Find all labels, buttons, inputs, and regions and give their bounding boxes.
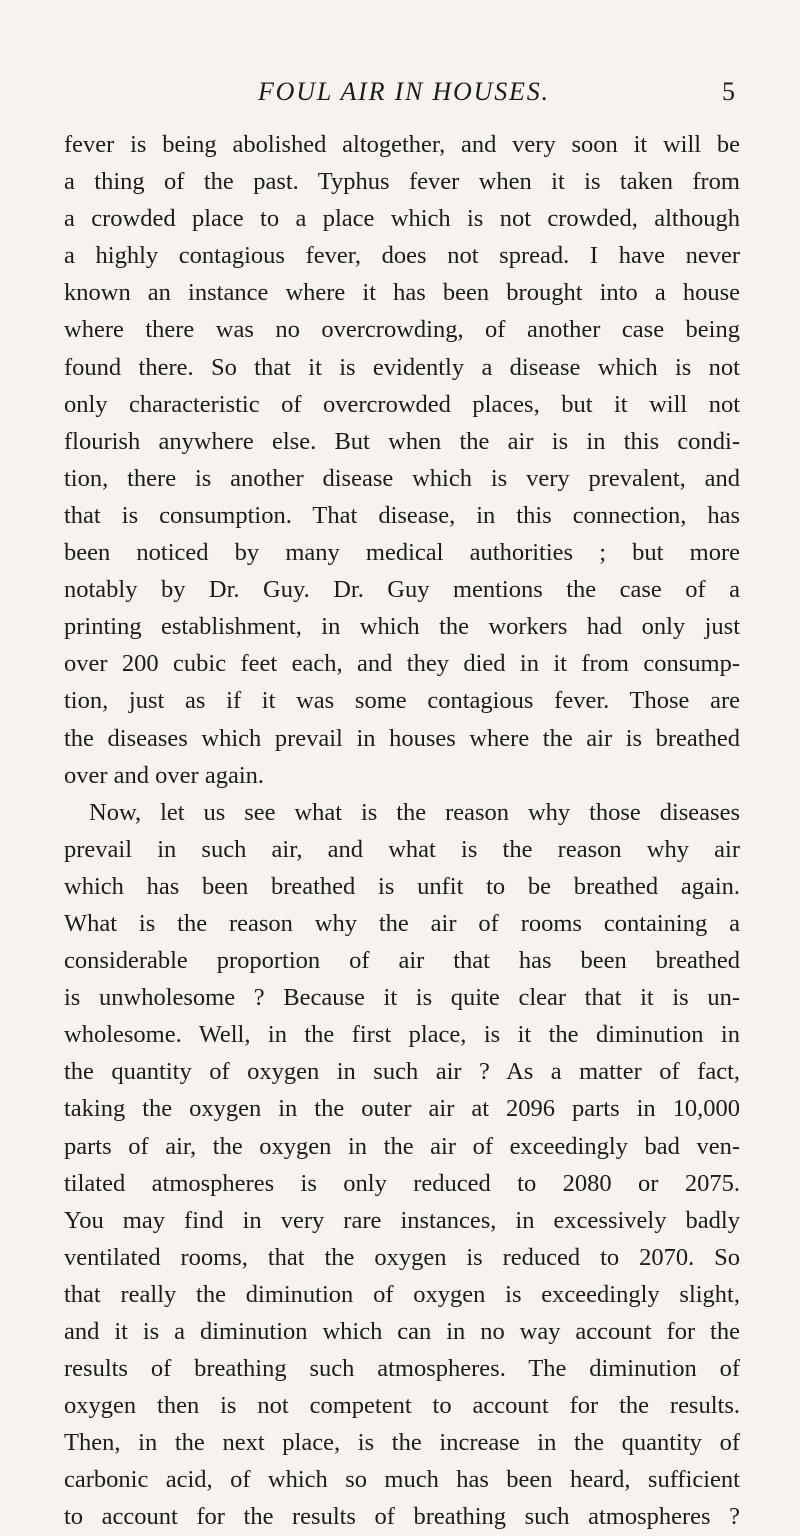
text-line: and it is a diminution which can in no way account for the — [64, 1318, 740, 1345]
text-line: tion, there is another disease which is very prevalent, and — [64, 464, 740, 492]
text-line: You may find in very rare instances, in excessively badly — [64, 1206, 740, 1234]
page-number: 5 — [722, 77, 735, 106]
text-line: printing establishment, in which the workers had only just — [64, 613, 740, 641]
text-line: Now, let us see what is the reason why those diseases — [89, 798, 740, 826]
running-title: FOUL AIR IN HOUSES. — [258, 77, 550, 106]
text-line: found there. So that it is evidently a disease which is not — [64, 353, 740, 381]
text-line: the quantity of oxygen in such air ? As a matter of fact, — [64, 1058, 740, 1086]
paragraph-1 — [64, 126, 740, 794]
text-line: where there was no overcrowding, of another case being — [64, 316, 740, 344]
text-line: carbonic acid, of which so much has been heard, sufficient — [64, 1466, 740, 1494]
text-line: over 200 cubic feet each, and they died in it from consump- — [64, 650, 740, 678]
paragraph-2 — [64, 794, 740, 1536]
text-line: tilated atmospheres is only reduced to 2080 or 2075. — [64, 1169, 740, 1197]
text-line: results of breathing such atmospheres. The diminution of — [64, 1355, 740, 1383]
text-line: been noticed by many medical authorities ; but more — [64, 539, 740, 567]
text-line: considerable proportion of air that has been breathed — [64, 947, 740, 975]
text-line: known an instance where it has been brought into a house — [64, 279, 740, 307]
text-line: that really the diminution of oxygen is exceedingly slight, — [64, 1280, 740, 1308]
text-line: that is consumption. That disease, in this connection, has — [64, 501, 740, 529]
text-line: the diseases which prevail in houses where the air is breathed — [64, 724, 740, 752]
text-line: over and over again. — [64, 761, 264, 789]
body-text — [64, 126, 740, 1536]
text-line: prevail in such air, and what is the reason why air — [64, 835, 740, 863]
text-line: ventilated rooms, that the oxygen is reduced to 2070. So — [64, 1243, 740, 1271]
text-line: a highly contagious fever, does not spread. I have never — [64, 242, 740, 270]
text-line: is unwholesome ? Because it is quite clear that it is un- — [64, 984, 740, 1012]
text-line: tion, just as if it was some contagious fever. Those are — [64, 687, 740, 715]
text-line: What is the reason why the air of rooms containing a — [64, 909, 740, 937]
text-line: fever is being abolished altogether, and very soon it will be — [64, 131, 740, 158]
text-line: oxygen then is not competent to account for the results. — [64, 1392, 740, 1420]
text-line: Then, in the next place, is the increase in the quantity of — [64, 1429, 740, 1457]
text-line: a crowded place to a place which is not crowded, although — [64, 205, 740, 233]
text-line: a thing of the past. Typhus fever when it is taken from — [64, 168, 740, 196]
text-line: flourish anywhere else. But when the air is in this condi- — [64, 427, 740, 455]
text-line: parts of air, the oxygen in the air of exceedingly bad ven- — [64, 1132, 740, 1160]
text-line: taking the oxygen in the outer air at 2096 parts in 10,000 — [64, 1095, 740, 1123]
running-head — [0, 76, 800, 116]
text-line: which has been breathed is unfit to be breathed again. — [64, 872, 740, 900]
text-line: notably by Dr. Guy. Dr. Guy mentions the case of a — [64, 576, 740, 604]
text-line: wholesome. Well, in the first place, is it the diminution in — [64, 1021, 740, 1049]
text-line: to account for the results of breathing such atmospheres ? — [64, 1503, 740, 1531]
text-line: only characteristic of overcrowded places, but it will not — [64, 390, 740, 418]
